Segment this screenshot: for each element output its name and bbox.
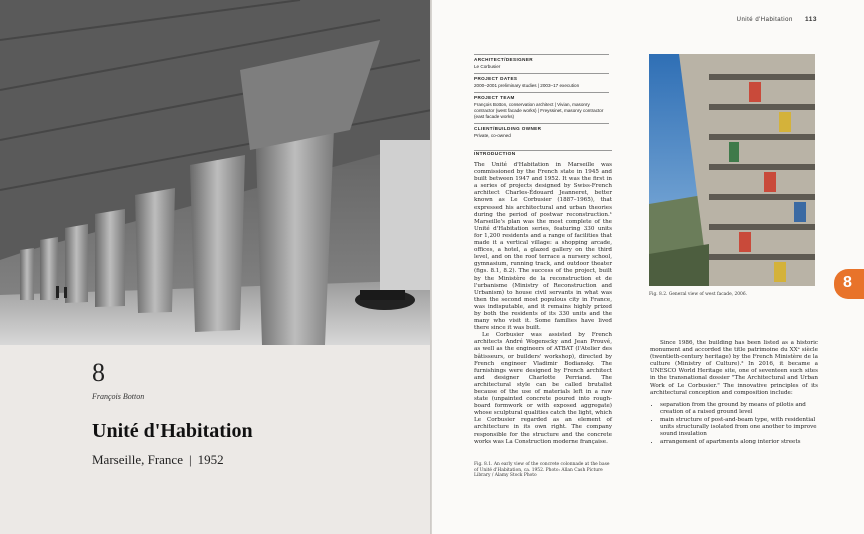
caption-fig-8-2: Fig. 8.2. General view of west facade, 2006. xyxy=(649,292,748,297)
page-number: 113 xyxy=(805,16,817,23)
meta-label: ARCHITECT/DESIGNER xyxy=(474,57,534,62)
chapter-tab-number: 8 xyxy=(843,274,852,291)
paragraph: Le Corbusier was assisted by French architects André Wogenscky and Jean Prouvé, as well as the engineers of ATBAT (l'Atelier des bâtisseurs, or builders' workshop), directed by French engineer Vladimir Bodiansky. The furnishings were designed by French architect and designer Charlotte Perriand. The architectural style can be called brutalist because of the use of materials left in a raw state (unpainted concrete poured into rough-board formwork or with exposed aggregate) whose sculptural qualities catch the light, which Le Corbusier regarded as an element of architecture in its own right. The company responsible for the structure and the concrete works was La Construction moderne française. xyxy=(474,332,612,445)
principles-list xyxy=(650,402,818,447)
running-head-title: Unité d'Habitation xyxy=(736,17,793,23)
right-page xyxy=(432,0,864,534)
meta-label: PROJECT DATES xyxy=(474,76,518,81)
second-column-body xyxy=(650,340,818,447)
intro-heading: INTRODUCTION xyxy=(474,152,516,157)
caption-fig-8-1: Fig. 8.1. An early view of the concrete colonnade at the base of Unité d'Habitation, ca. 1952. Photo: Allan Cash Picture Library / Alamy Stock Photo xyxy=(474,462,610,479)
chapter-title: Unité d'Habitation xyxy=(92,420,253,442)
meta-rule xyxy=(474,73,609,74)
list-item: • separation from the ground by means of pilotis and creation of a raised ground level xyxy=(660,402,818,416)
meta-rule xyxy=(474,123,609,124)
paragraph: Since 1986, the building has been listed as a historic monument and accorded the title patrimoine du XXᵉ siècle (twentieth-century heritage) by the French Ministère de la culture (Ministry of Culture).² In 2016, it became a UNESCO World Heritage site, one of seventeen such sites in the transnational dossier "The Architectural and Urban Work of Le Corbusier." The innovative principles of its architectural conception and composition include: xyxy=(650,340,818,396)
chapter-tab xyxy=(834,269,864,299)
intro-body xyxy=(474,162,612,446)
year: 1952 xyxy=(197,452,224,467)
list-item: • arrangement of apartments along interior streets xyxy=(660,439,818,446)
location: Marseille, France xyxy=(92,452,183,467)
meta-value: François Botton, conservation architect | Vivian, masonry contractor (west facade works) | Freyssinet, masonry contractor (east facade works) xyxy=(474,102,604,119)
meta-value: Private, co-owned xyxy=(474,133,511,138)
facade-photo xyxy=(649,54,815,286)
paragraph: The Unité d'Habitation in Marseille was commissioned by the French state in 1945 and built between 1947 and 1952. It was the first in a series of projects designed by Swiss-French architect Charles-Édouard Jeanneret, better known as Le Corbusier (1887–1965), that expressed his architectural and urban theories during the period of postwar reconstruction.¹ Marseille's plan was the most complete of the Unité d'Habitation series, featuring 330 units for 1,200 residents and a range of facilities that made it a vertical village: a shopping arcade, offices, a hotel, a glazed gallery on the third level, and on the roof terrace a nursery school, gymnasium, running track, and outdoor theater (figs. 8.1, 8.2). The success of the project, built by the Ministère de la reconstruction et de l'urbanisme (Ministry of Reconstruction and Urbanism) to house civil servants in what was then the second most populous city in France, was indisputable, and it remains highly prized by both the residents of its 330 units and the many who visit it. Some families have lived there since it was built. xyxy=(474,162,612,332)
meta-rule xyxy=(474,92,609,93)
meta-label: PROJECT TEAM xyxy=(474,95,515,100)
meta-value: Le Corbusier xyxy=(474,64,501,69)
list-item: • main structure of post-and-beam type, with residential units structurally isolated from one another to improve sound insulation xyxy=(660,417,818,438)
meta-value: 2000–2001 preliminary studies | 2003–17 execution xyxy=(474,83,580,88)
intro-rule xyxy=(474,150,612,151)
chapter-number: 8 xyxy=(92,358,105,387)
meta-label: CLIENT/BUILDING OWNER xyxy=(474,126,542,131)
separator: | xyxy=(188,452,192,467)
colonnade-photo xyxy=(0,0,432,345)
project-meta xyxy=(474,54,609,142)
chapter-subtitle xyxy=(92,452,224,468)
running-head xyxy=(737,16,817,23)
meta-rule xyxy=(474,54,609,55)
chapter-author: François Botton xyxy=(92,392,145,401)
